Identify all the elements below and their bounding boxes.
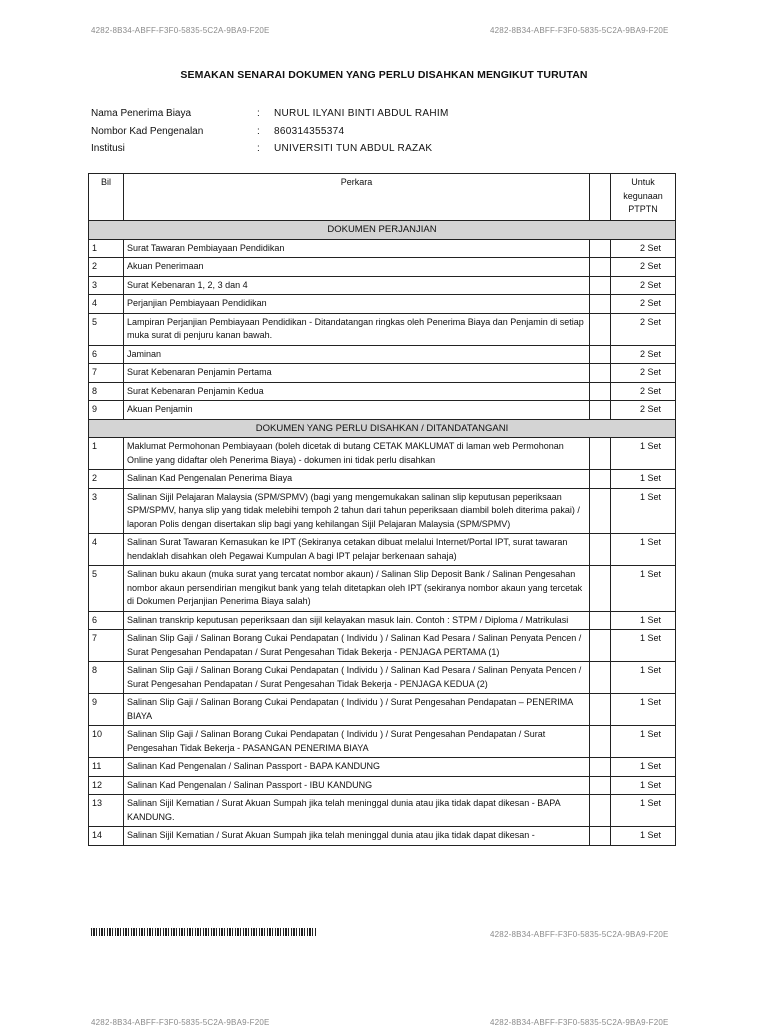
row-set: 2 Set	[611, 276, 676, 295]
row-perkara: Salinan Slip Gaji / Salinan Borang Cukai Pendapatan ( Individu ) / Salinan Kad Pesara / Salinan Penyata Pencen / Surat Pengesahan Pendapatan / Surat Pengesahan Tidak Bekerja - PENJAGA PERTAMA (1)	[124, 630, 590, 662]
row-blank	[590, 827, 611, 846]
row-set: 1 Set	[611, 630, 676, 662]
row-perkara: Salinan buku akaun (muka surat yang tercatat nombor akaun) / Salinan Slip Deposit Bank / Salinan Pengesahan nombor akaun persendirian mengikut bank yang telah ditetapkan oleh IPT (sekiranya nombor akaun yang tercetak di Dokumen Perjanjian Penerima Biaya salah)	[124, 566, 590, 612]
info-value: UNIVERSITI TUN ABDUL RAZAK	[274, 143, 433, 155]
row-number: 2	[89, 258, 124, 277]
row-perkara: Surat Kebenaran Penjamin Kedua	[124, 382, 590, 401]
row-set: 2 Set	[611, 313, 676, 345]
row-perkara: Salinan Sijil Pelajaran Malaysia (SPM/SPMV) (bagi yang mengemukakan salinan slip keputusan peperiksaan SPM/SPMV, hanya slip yang tidak melebihi tempoh 2 tahun dari tahun peperiksaan diambil boleh diterima pakai) / laporan Polis dengan disertakan slip bagi yang kehilangan Sijil Pelajaran Malaysia (SPM/SPMV)	[124, 488, 590, 534]
info-label: Nama Penerima Biaya	[91, 108, 192, 120]
row-number: 13	[89, 795, 124, 827]
row-blank	[590, 758, 611, 777]
row-number: 8	[89, 382, 124, 401]
row-perkara: Lampiran Perjanjian Pembiayaan Pendidikan - Ditandatangan ringkas oleh Penerima Biaya dan Penjamin di setiap muka surat di penjuru kanan bawah.	[124, 313, 590, 345]
row-set: 1 Set	[611, 776, 676, 795]
row-perkara: Salinan Sijil Kematian / Surat Akuan Sumpah jika telah meninggal dunia atau jika tidak dapat dikesan -	[124, 827, 590, 846]
row-perkara: Salinan Sijil Kematian / Surat Akuan Sumpah jika telah meninggal dunia atau jika tidak dapat dikesan - BAPA KANDUNG.	[124, 795, 590, 827]
row-set: 1 Set	[611, 662, 676, 694]
row-set: 1 Set	[611, 795, 676, 827]
row-blank	[590, 566, 611, 612]
row-perkara: Surat Tawaran Pembiayaan Pendidikan	[124, 239, 590, 258]
info-colon: :	[257, 108, 260, 120]
info-label: Institusi	[91, 143, 125, 155]
table-row	[89, 258, 676, 277]
row-blank	[590, 611, 611, 630]
info-colon: :	[257, 125, 260, 137]
row-set: 1 Set	[611, 488, 676, 534]
table-row	[89, 295, 676, 314]
row-blank	[590, 488, 611, 534]
row-blank	[590, 630, 611, 662]
table-row	[89, 382, 676, 401]
table-row	[89, 795, 676, 827]
row-blank	[590, 438, 611, 470]
doc-id-top-left: 4282-8B34-ABFF-F3F0-5835-5C2A-9BA9-F20E	[91, 26, 270, 35]
table-row	[89, 488, 676, 534]
row-perkara: Salinan Slip Gaji / Salinan Borang Cukai Pendapatan ( Individu ) / Surat Pengesahan Pendapatan / Surat Pengesahan Tidak Bekerja - PASANGAN PENERIMA BIAYA	[124, 726, 590, 758]
table-row	[89, 630, 676, 662]
row-perkara: Perjanjian Pembiayaan Pendidikan	[124, 295, 590, 314]
row-blank	[590, 470, 611, 489]
row-set: 2 Set	[611, 258, 676, 277]
row-number: 8	[89, 662, 124, 694]
row-perkara: Surat Kebenaran Penjamin Pertama	[124, 364, 590, 383]
table-row	[89, 566, 676, 612]
section-title: DOKUMEN PERJANJIAN	[89, 221, 676, 240]
row-set: 2 Set	[611, 295, 676, 314]
row-number: 12	[89, 776, 124, 795]
info-row-institution	[91, 140, 449, 158]
row-set: 1 Set	[611, 827, 676, 846]
table-row	[89, 239, 676, 258]
row-perkara: Surat Kebenaran 1, 2, 3 dan 4	[124, 276, 590, 295]
row-set: 1 Set	[611, 438, 676, 470]
row-blank	[590, 382, 611, 401]
info-row-ic	[91, 123, 449, 141]
section-row-disahkan	[89, 419, 676, 438]
row-number: 3	[89, 276, 124, 295]
table-header-row	[89, 174, 676, 221]
header-use: Untuk kegunaan PTPTN	[611, 174, 676, 221]
row-number: 10	[89, 726, 124, 758]
row-perkara: Salinan Kad Pengenalan / Salinan Passport - IBU KANDUNG	[124, 776, 590, 795]
row-perkara: Salinan Kad Pengenalan Penerima Biaya	[124, 470, 590, 489]
table-row	[89, 470, 676, 489]
row-set: 1 Set	[611, 534, 676, 566]
row-number: 7	[89, 364, 124, 383]
row-blank	[590, 258, 611, 277]
row-number: 3	[89, 488, 124, 534]
row-perkara: Jaminan	[124, 345, 590, 364]
row-perkara: Akuan Penjamin	[124, 401, 590, 420]
table-row	[89, 662, 676, 694]
row-number: 4	[89, 534, 124, 566]
table-row	[89, 438, 676, 470]
row-set: 1 Set	[611, 611, 676, 630]
row-number: 1	[89, 239, 124, 258]
row-set: 1 Set	[611, 726, 676, 758]
table-row	[89, 364, 676, 383]
info-colon: :	[257, 143, 260, 155]
doc-id-footer-left: 4282-8B34-ABFF-F3F0-5835-5C2A-9BA9-F20E	[91, 1018, 270, 1027]
header-perkara: Perkara	[124, 174, 590, 221]
header-bil: Bil	[89, 174, 124, 221]
row-perkara: Salinan Slip Gaji / Salinan Borang Cukai Pendapatan ( Individu ) / Surat Pengesahan Pendapatan – PENERIMA BIAYA	[124, 694, 590, 726]
row-perkara: Akuan Penerimaan	[124, 258, 590, 277]
table-row	[89, 611, 676, 630]
row-set: 2 Set	[611, 345, 676, 364]
table-row	[89, 276, 676, 295]
row-number: 9	[89, 694, 124, 726]
row-set: 2 Set	[611, 382, 676, 401]
row-blank	[590, 345, 611, 364]
table-row	[89, 345, 676, 364]
row-number: 14	[89, 827, 124, 846]
table-row	[89, 694, 676, 726]
row-number: 1	[89, 438, 124, 470]
row-perkara: Maklumat Permohonan Pembiayaan (boleh dicetak di butang CETAK MAKLUMAT di laman web Permohonan Online yang didaftar oleh Penerima Biaya) - dokumen ini tidak perlu disahkan	[124, 438, 590, 470]
document-checklist-table	[88, 173, 676, 846]
info-label: Nombor Kad Pengenalan	[91, 125, 204, 137]
row-blank	[590, 694, 611, 726]
row-number: 11	[89, 758, 124, 777]
row-blank	[590, 295, 611, 314]
row-blank	[590, 364, 611, 383]
table-row	[89, 401, 676, 420]
row-blank	[590, 276, 611, 295]
row-set: 1 Set	[611, 470, 676, 489]
recipient-info	[91, 105, 449, 158]
table-row	[89, 313, 676, 345]
row-number: 6	[89, 611, 124, 630]
doc-id-bottom: 4282-8B34-ABFF-F3F0-5835-5C2A-9BA9-F20E	[490, 930, 669, 939]
row-blank	[590, 313, 611, 345]
doc-id-top-right: 4282-8B34-ABFF-F3F0-5835-5C2A-9BA9-F20E	[490, 26, 669, 35]
row-perkara: Salinan Surat Tawaran Kemasukan ke IPT (Sekiranya cetakan dibuat melalui Internet/Portal IPT, surat tawaran hendaklah disahkan oleh Pegawai Kumpulan A bagi IPT pelajar berkenaan sahaja)	[124, 534, 590, 566]
row-set: 2 Set	[611, 364, 676, 383]
row-number: 6	[89, 345, 124, 364]
page-title: SEMAKAN SENARAI DOKUMEN YANG PERLU DISAHKAN MENGIKUT TURUTAN	[180, 69, 588, 81]
row-blank	[590, 795, 611, 827]
info-value: NURUL ILYANI BINTI ABDUL RAHIM	[274, 108, 449, 120]
row-number: 5	[89, 566, 124, 612]
row-perkara: Salinan Slip Gaji / Salinan Borang Cukai Pendapatan ( Individu ) / Salinan Kad Pesara / Salinan Penyata Pencen / Surat Pengesahan Pendapatan / Surat Pengesahan Tidak Bekerja - PENJAGA KEDUA (2)	[124, 662, 590, 694]
row-set: 2 Set	[611, 239, 676, 258]
row-blank	[590, 726, 611, 758]
table-row	[89, 534, 676, 566]
row-set: 2 Set	[611, 401, 676, 420]
barcode	[91, 928, 317, 936]
row-blank	[590, 776, 611, 795]
info-value: 860314355374	[274, 125, 345, 137]
info-row-name	[91, 105, 449, 123]
table-row	[89, 726, 676, 758]
row-blank	[590, 401, 611, 420]
row-number: 2	[89, 470, 124, 489]
row-set: 1 Set	[611, 758, 676, 777]
row-number: 5	[89, 313, 124, 345]
row-number: 7	[89, 630, 124, 662]
table-row	[89, 776, 676, 795]
header-blank	[590, 174, 611, 221]
row-number: 9	[89, 401, 124, 420]
row-set: 1 Set	[611, 694, 676, 726]
row-number: 4	[89, 295, 124, 314]
section-title: DOKUMEN YANG PERLU DISAHKAN / DITANDATANGANI	[89, 419, 676, 438]
row-blank	[590, 534, 611, 566]
row-perkara: Salinan transkrip keputusan peperiksaan dan sijil kelayakan masuk lain. Contoh : STPM / Diploma / Matrikulasi	[124, 611, 590, 630]
row-blank	[590, 239, 611, 258]
row-perkara: Salinan Kad Pengenalan / Salinan Passport - BAPA KANDUNG	[124, 758, 590, 777]
section-row-perjanjian	[89, 221, 676, 240]
row-blank	[590, 662, 611, 694]
table-row	[89, 827, 676, 846]
table-row	[89, 758, 676, 777]
doc-id-footer-right: 4282-8B34-ABFF-F3F0-5835-5C2A-9BA9-F20E	[490, 1018, 669, 1027]
row-set: 1 Set	[611, 566, 676, 612]
